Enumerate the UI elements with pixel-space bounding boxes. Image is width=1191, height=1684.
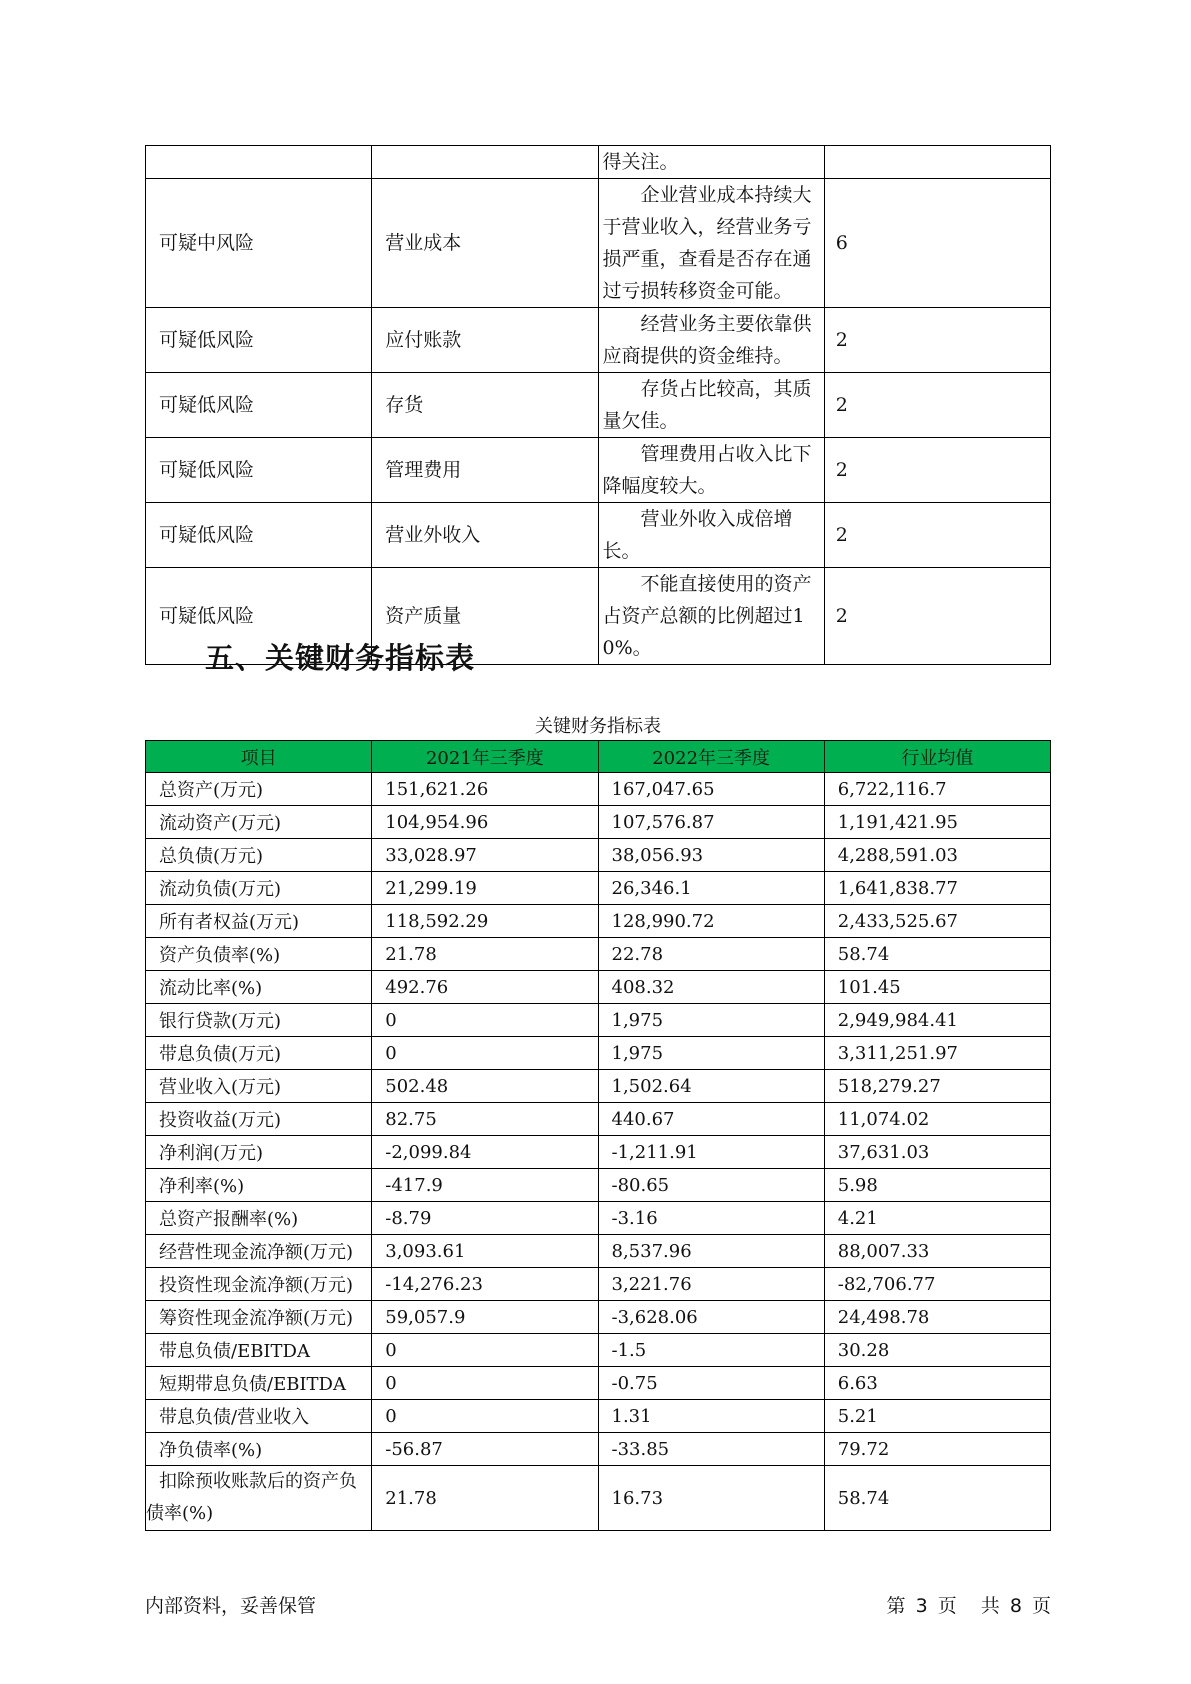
indicator-name-cell: 扣除预收账款后的资产负债率(%) [146, 1466, 372, 1531]
indicator-name-cell: 筹资性现金流净额(万元) [146, 1301, 372, 1334]
indicator-value-cell: 104,954.96 [372, 806, 598, 839]
indicator-value-cell: 101.45 [824, 971, 1050, 1004]
indicator-header-cell: 项目 [146, 741, 372, 773]
section-title: 五、关键财务指标表 [205, 641, 476, 675]
indicator-header-cell: 2021年三季度 [372, 741, 598, 773]
indicator-row [146, 1433, 1051, 1466]
risk-score-cell [824, 146, 1050, 179]
risk-score-cell: 2 [824, 373, 1050, 438]
page-current: 3 [915, 1595, 928, 1617]
indicator-value-cell: 408.32 [598, 971, 824, 1004]
risk-item-cell [372, 146, 598, 179]
indicator-value-cell: 33,028.97 [372, 839, 598, 872]
indicator-row [146, 971, 1051, 1004]
indicator-row [146, 1004, 1051, 1037]
indicator-row [146, 1367, 1051, 1400]
indicator-name-cell: 短期带息负债/EBITDA [146, 1367, 372, 1400]
indicator-value-cell: 21.78 [372, 1466, 598, 1531]
indicator-value-cell: 0 [372, 1400, 598, 1433]
indicator-name-cell: 营业收入(万元) [146, 1070, 372, 1103]
indicator-value-cell: 1,975 [598, 1004, 824, 1037]
risk-item-cell: 资产质量 [372, 568, 598, 665]
indicator-value-cell: 107,576.87 [598, 806, 824, 839]
indicator-value-cell: 82.75 [372, 1103, 598, 1136]
indicator-value-cell: 11,074.02 [824, 1103, 1050, 1136]
indicator-value-cell: 16.73 [598, 1466, 824, 1531]
indicator-row [146, 839, 1051, 872]
indicator-name-cell: 投资收益(万元) [146, 1103, 372, 1136]
indicator-value-cell: 79.72 [824, 1433, 1050, 1466]
risk-score-cell: 2 [824, 503, 1050, 568]
risk-table [145, 145, 1051, 665]
indicator-value-cell: 0 [372, 1334, 598, 1367]
risk-level-cell: 可疑低风险 [146, 308, 372, 373]
indicator-value-cell: -33.85 [598, 1433, 824, 1466]
indicator-name-cell: 总资产报酬率(%) [146, 1202, 372, 1235]
risk-item-cell: 管理费用 [372, 438, 598, 503]
indicator-value-cell: -1,211.91 [598, 1136, 824, 1169]
indicator-value-cell: 30.28 [824, 1334, 1050, 1367]
indicator-value-cell: 151,621.26 [372, 773, 598, 806]
footer-confidential-note: 内部资料，妥善保管 [145, 1595, 317, 1617]
indicator-value-cell: -3.16 [598, 1202, 824, 1235]
risk-desc-cell: 不能直接使用的资产占资产总额的比例超过10%。 [598, 568, 824, 665]
indicator-row [146, 1400, 1051, 1433]
risk-item-cell: 存货 [372, 373, 598, 438]
indicator-value-cell: -8.79 [372, 1202, 598, 1235]
risk-level-cell [146, 146, 372, 179]
indicator-name-cell: 带息负债/营业收入 [146, 1400, 372, 1433]
indicator-row [146, 872, 1051, 905]
indicator-row [146, 1268, 1051, 1301]
indicator-value-cell: 1.31 [598, 1400, 824, 1433]
indicator-value-cell: 21.78 [372, 938, 598, 971]
risk-desc-cell: 营业外收入成倍增长。 [598, 503, 824, 568]
indicator-value-cell: 128,990.72 [598, 905, 824, 938]
risk-desc-cell: 企业营业成本持续大于营业收入，经营业务亏损严重，查看是否存在通过亏损转移资金可能。 [598, 179, 824, 308]
risk-score-cell: 2 [824, 438, 1050, 503]
indicator-value-cell: 4.21 [824, 1202, 1050, 1235]
indicator-name-cell: 流动负债(万元) [146, 872, 372, 905]
indicator-value-cell: 5.98 [824, 1169, 1050, 1202]
risk-level-cell: 可疑低风险 [146, 438, 372, 503]
indicator-row [146, 1334, 1051, 1367]
indicator-value-cell: 2,433,525.67 [824, 905, 1050, 938]
risk-desc-cell: 得关注。 [598, 146, 824, 179]
indicator-value-cell: 38,056.93 [598, 839, 824, 872]
indicator-value-cell: 0 [372, 1037, 598, 1070]
indicator-value-cell: 2,949,984.41 [824, 1004, 1050, 1037]
indicator-row [146, 938, 1051, 971]
indicator-row [146, 1136, 1051, 1169]
risk-score-cell: 2 [824, 568, 1050, 665]
indicator-row [146, 1202, 1051, 1235]
indicator-value-cell: -2,099.84 [372, 1136, 598, 1169]
indicator-name-cell: 总资产(万元) [146, 773, 372, 806]
indicator-value-cell: 6,722,116.7 [824, 773, 1050, 806]
indicator-value-cell: 502.48 [372, 1070, 598, 1103]
indicator-value-cell: 118,592.29 [372, 905, 598, 938]
indicator-name-cell: 净负债率(%) [146, 1433, 372, 1466]
risk-desc-cell: 存货占比较高，其质量欠佳。 [598, 373, 824, 438]
indicator-value-cell: 37,631.03 [824, 1136, 1050, 1169]
indicator-value-cell: 1,641,838.77 [824, 872, 1050, 905]
indicator-value-cell: -417.9 [372, 1169, 598, 1202]
indicator-value-cell: 59,057.9 [372, 1301, 598, 1334]
indicator-name-cell: 总负债(万元) [146, 839, 372, 872]
indicator-name-cell: 所有者权益(万元) [146, 905, 372, 938]
indicator-name-cell: 银行贷款(万元) [146, 1004, 372, 1037]
indicator-name-cell: 经营性现金流净额(万元) [146, 1235, 372, 1268]
risk-row [146, 438, 1051, 503]
indicator-header-cell: 行业均值 [824, 741, 1050, 773]
indicator-value-cell: 6.63 [824, 1367, 1050, 1400]
page-label-mid: 页 [937, 1595, 957, 1617]
table-caption: 关键财务指标表 [535, 716, 661, 737]
indicator-name-cell: 资产负债率(%) [146, 938, 372, 971]
indicator-row [146, 1169, 1051, 1202]
risk-score-cell: 6 [824, 179, 1050, 308]
indicator-row [146, 1037, 1051, 1070]
page-label-pre: 第 [886, 1595, 906, 1617]
indicator-header-cell: 2022年三季度 [598, 741, 824, 773]
indicator-value-cell: 58.74 [824, 1466, 1050, 1531]
indicator-row [146, 806, 1051, 839]
indicator-value-cell: 8,537.96 [598, 1235, 824, 1268]
indicator-value-cell: 5.21 [824, 1400, 1050, 1433]
risk-level-cell: 可疑中风险 [146, 179, 372, 308]
indicator-row [146, 773, 1051, 806]
page-total-pre: 共 [980, 1595, 1000, 1617]
indicator-row [146, 1235, 1051, 1268]
indicator-value-cell: 1,975 [598, 1037, 824, 1070]
indicator-row [146, 1103, 1051, 1136]
risk-row [146, 503, 1051, 568]
indicator-value-cell: 167,047.65 [598, 773, 824, 806]
page-total: 8 [1009, 1595, 1022, 1617]
risk-desc-cell: 经营业务主要依靠供应商提供的资金维持。 [598, 308, 824, 373]
indicator-row [146, 1301, 1051, 1334]
footer-page-number [883, 1591, 1051, 1618]
indicator-name-cell: 净利润(万元) [146, 1136, 372, 1169]
indicator-header-row [146, 741, 1051, 773]
risk-row [146, 179, 1051, 308]
indicator-table [145, 740, 1051, 1531]
risk-item-cell: 应付账款 [372, 308, 598, 373]
indicator-value-cell: -3,628.06 [598, 1301, 824, 1334]
indicator-value-cell: -0.75 [598, 1367, 824, 1400]
indicator-value-cell: 492.76 [372, 971, 598, 1004]
risk-level-cell: 可疑低风险 [146, 373, 372, 438]
indicator-value-cell: 0 [372, 1367, 598, 1400]
indicator-value-cell: -56.87 [372, 1433, 598, 1466]
indicator-value-cell: 3,221.76 [598, 1268, 824, 1301]
indicator-value-cell: 21,299.19 [372, 872, 598, 905]
indicator-name-cell: 流动比率(%) [146, 971, 372, 1004]
risk-score-cell: 2 [824, 308, 1050, 373]
page-total-post: 页 [1031, 1595, 1051, 1617]
indicator-value-cell: 440.67 [598, 1103, 824, 1136]
indicator-value-cell: 3,311,251.97 [824, 1037, 1050, 1070]
indicator-row [146, 1466, 1051, 1531]
indicator-value-cell: 3,093.61 [372, 1235, 598, 1268]
risk-row [146, 146, 1051, 179]
indicator-value-cell: 0 [372, 1004, 598, 1037]
risk-item-cell: 营业成本 [372, 179, 598, 308]
indicator-value-cell: 58.74 [824, 938, 1050, 971]
indicator-name-cell: 带息负债(万元) [146, 1037, 372, 1070]
indicator-value-cell: 24,498.78 [824, 1301, 1050, 1334]
indicator-name-cell: 净利率(%) [146, 1169, 372, 1202]
risk-row [146, 373, 1051, 438]
indicator-name-cell: 流动资产(万元) [146, 806, 372, 839]
indicator-value-cell: -82,706.77 [824, 1268, 1050, 1301]
risk-desc-cell: 管理费用占收入比下降幅度较大。 [598, 438, 824, 503]
indicator-value-cell: 518,279.27 [824, 1070, 1050, 1103]
indicator-value-cell: -14,276.23 [372, 1268, 598, 1301]
indicator-value-cell: 88,007.33 [824, 1235, 1050, 1268]
indicator-row [146, 1070, 1051, 1103]
indicator-value-cell: -1.5 [598, 1334, 824, 1367]
risk-level-cell: 可疑低风险 [146, 568, 372, 665]
risk-row [146, 308, 1051, 373]
risk-level-cell: 可疑低风险 [146, 503, 372, 568]
indicator-value-cell: 1,191,421.95 [824, 806, 1050, 839]
indicator-row [146, 905, 1051, 938]
indicator-value-cell: 22.78 [598, 938, 824, 971]
indicator-name-cell: 带息负债/EBITDA [146, 1334, 372, 1367]
indicator-value-cell: 4,288,591.03 [824, 839, 1050, 872]
indicator-name-cell: 投资性现金流净额(万元) [146, 1268, 372, 1301]
indicator-value-cell: -80.65 [598, 1169, 824, 1202]
risk-item-cell: 营业外收入 [372, 503, 598, 568]
indicator-value-cell: 1,502.64 [598, 1070, 824, 1103]
indicator-value-cell: 26,346.1 [598, 872, 824, 905]
